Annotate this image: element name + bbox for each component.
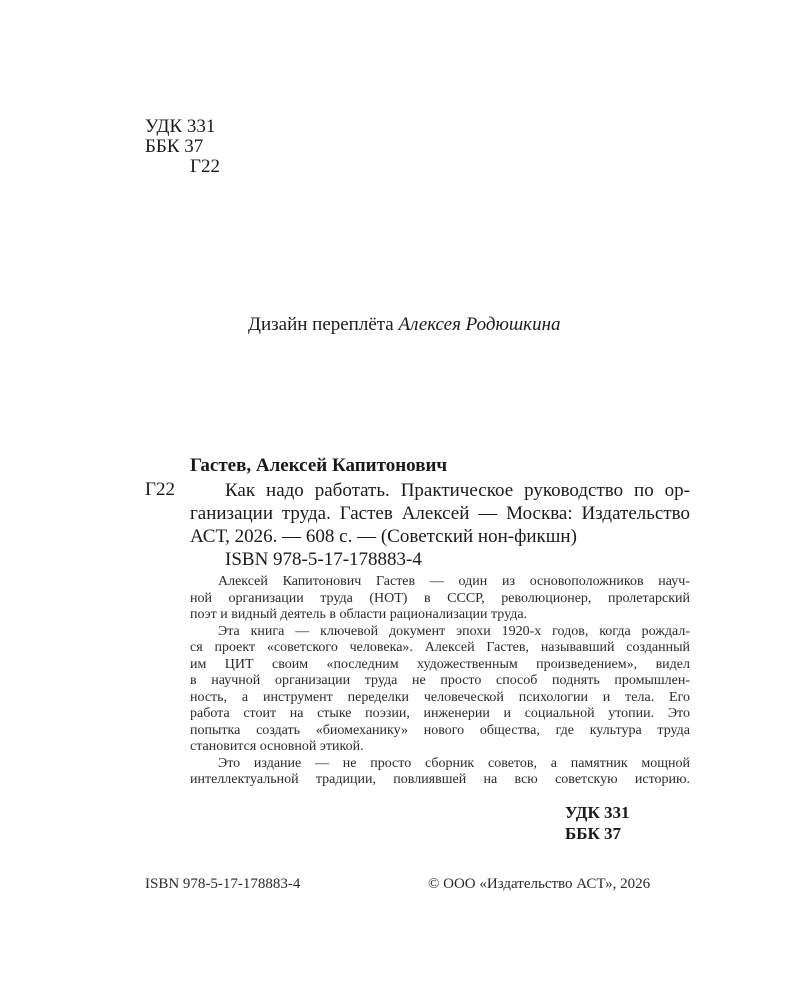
card-author: Гастев, Алексей Капитонович — [190, 455, 448, 476]
annotation — [190, 574, 690, 789]
title-line: АСТ, 2026. — 608 с. — (Советский нон-фикшн) — [190, 526, 577, 547]
annotation-line: попытка создать «биомеханику» нового общества, где культура труда — [190, 722, 690, 738]
annotation-line: Алексей Капитонович Гастев — один из основоположников науч- — [218, 574, 690, 589]
card-title — [190, 479, 690, 548]
annotation-line: работа стоит на стыке поэзии, инженерии и социальной утопии. Это — [190, 706, 690, 721]
title-line: Как надо работать. Практическое руководство по ор- — [225, 480, 690, 501]
annotation-line: ность, а инструмент переделки человеческой психологии и тела. Его — [190, 689, 690, 705]
annotation-line: Это издание — не просто сборник советов, а памятник мощной — [218, 755, 690, 771]
annotation-line: становится основной этикой. — [190, 739, 364, 754]
title-line: ганизации труда. Гастев Алексей — Москва: Издательство — [190, 503, 690, 524]
annotation-paragraph — [190, 574, 690, 624]
design-credit — [248, 314, 561, 336]
card-author-mark: Г22 — [145, 479, 175, 500]
bbk-code-bottom: ББК 37 — [565, 824, 622, 843]
udk-code-bottom: УДК 331 — [565, 803, 630, 822]
annotation-line: поэт и видный деятель в области рационализации труда. — [190, 607, 528, 622]
udk-code-top: УДК 331 — [145, 116, 216, 137]
annotation-line: ся проект «советского человека». Алексей Гастев, называвший созданный — [190, 640, 690, 655]
annotation-line: ной организации труда (НОТ) в СССР, революционер, пролетарский — [190, 590, 690, 606]
author-mark-top: Г22 — [190, 156, 220, 177]
footer-copyright: © ООО «Издательство АСТ», 2026 — [428, 876, 651, 892]
annotation-line: интеллектуальной традиции, повлиявшей на всю советскую историю. — [190, 772, 690, 787]
design-credit-name: Алексея Родюшкина — [398, 314, 561, 335]
annotation-paragraph — [190, 624, 690, 756]
footer-isbn: ISBN 978-5-17-178883-4 — [145, 876, 301, 892]
annotation-paragraph — [190, 756, 690, 789]
annotation-line: им ЦИТ своим «последним художественным произведением», видел — [190, 656, 690, 672]
annotation-line: Эта книга — ключевой документ эпохи 1920-х годов, когда рождал- — [218, 623, 690, 639]
card-isbn: ISBN 978-5-17-178883-4 — [225, 549, 422, 570]
design-credit-label: Дизайн переплёта — [248, 314, 394, 335]
bbk-code-top: ББК 37 — [145, 136, 204, 157]
annotation-line: в научной организации труда не просто способ поднять промышлен- — [190, 673, 690, 688]
